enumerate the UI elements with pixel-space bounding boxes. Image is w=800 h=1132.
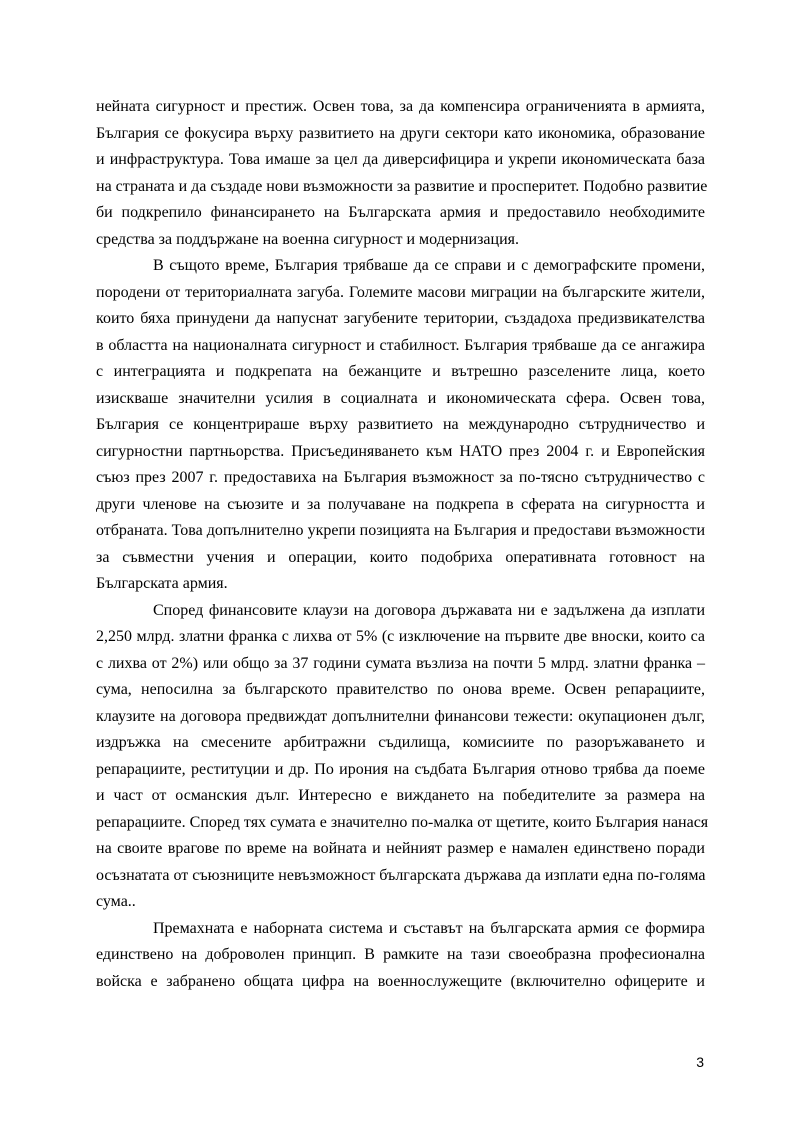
text-line: Премахната е наборната система и съставът на българската армия се формира: [153, 919, 705, 937]
text-line: войска е забранено общата цифра на военнослужещите (включително офицерите и: [96, 972, 705, 990]
text-line: на страната и да създаде нови възможности за развитие и просперитет. Подобно развитие: [96, 177, 708, 195]
text-line: В същото време, България трябваше да се справи и с демографските промени,: [153, 257, 705, 274]
text-line: България се концентрираше върху развитието на международно сътрудничество и: [96, 416, 705, 433]
text-line: нейната сигурност и престиж. Освен това, за да компенсира ограниченията в армията,: [96, 98, 705, 115]
text-line: отбраната. Това допълнително укрепи позицията на България и предостави възможности: [96, 522, 705, 539]
text-line: репарациите. Според тях сумата е значително по-малка от щетите, които България нанася: [96, 813, 709, 831]
text-line: изискваше значителни усилия в социалната и икономическата сфера. Освен това,: [96, 389, 705, 407]
text-line: и инфраструктура. Това имаше за цел да диверсифицира и укрепи икономическата база: [96, 151, 705, 168]
text-line: би подкрепило финансирането на Българската армия и предоставило необходимите: [96, 204, 705, 221]
text-line: съюз през 2007 г. предоставиха на България възможност за по-тясно сътрудничество с: [96, 469, 705, 486]
page-body: [96, 94, 709, 995]
page-number: 3: [696, 1054, 704, 1070]
text-line: сума..: [96, 893, 136, 910]
text-line: 2,250 млрд. златни франка с лихва от 5% (с изключение на първите две вноски, които са: [96, 628, 705, 645]
paragraph: [96, 94, 708, 253]
text-line: България се фокусира върху развитието на други сектори като икономика, образование: [96, 124, 705, 142]
paragraph: [96, 916, 705, 996]
text-line: и част от османския дълг. Интересно е виждането на победителите за размера на: [96, 787, 705, 804]
text-line: за съвместни учения и операции, които подобриха оперативната готовност на: [96, 548, 705, 566]
text-line: Според финансовите клаузи на договора държавата ни е задължена да изплати: [153, 601, 705, 619]
text-line: репарациите, реституции и др. По ирония на съдбата България отново трябва да поеме: [96, 760, 705, 778]
text-line: издръжка на смесените арбитражни съдилища, комисиите по разоръжаването и: [96, 734, 705, 751]
text-line: с лихва от 2%) или общо за 37 години сумата възлиза на почти 5 млрд. златни франка –: [96, 654, 705, 672]
text-line: сигурностни партньорства. Присъединяването към НАТО през 2004 г. и Европейския: [96, 442, 705, 460]
text-line: осъзнатата от съюзниците невъзможност българската държава да изплати една по-голяма: [96, 866, 706, 884]
text-line: с интеграцията и подкрепата на бежанците и вътрешно разселените лица, което: [96, 363, 705, 380]
text-line: други членове на съюзите и за получаване на подкрепа в сферата на сигурността и: [96, 495, 705, 513]
text-line: Българската армия.: [96, 575, 228, 592]
text-line: в областта на националната сигурност и стабилност. България трябваше да се ангажира: [96, 336, 705, 354]
text-line: сума, непосилна за българското правителство по онова време. Освен репарациите,: [96, 681, 705, 698]
text-line: единствено на доброволен принцип. В рамките на тази своеобразна професионална: [96, 946, 705, 963]
text-line: които бяха принудени да напуснат загубените територии, създадоха предизвикателства: [96, 310, 705, 327]
text-line: клаузите на договора предвиждат допълнителни финансови тежести: окупационен дълг,: [96, 707, 705, 725]
text-line: породени от териториалната загуба. Големите масови миграции на българските жители,: [96, 283, 705, 301]
text-line: на своите врагове по време на войната и нейният размер е намален единствено поради: [96, 840, 705, 857]
paragraph: [96, 598, 709, 916]
text-line: средства за поддържане на военна сигурност и модернизация.: [96, 230, 519, 248]
paragraph: [96, 253, 705, 598]
